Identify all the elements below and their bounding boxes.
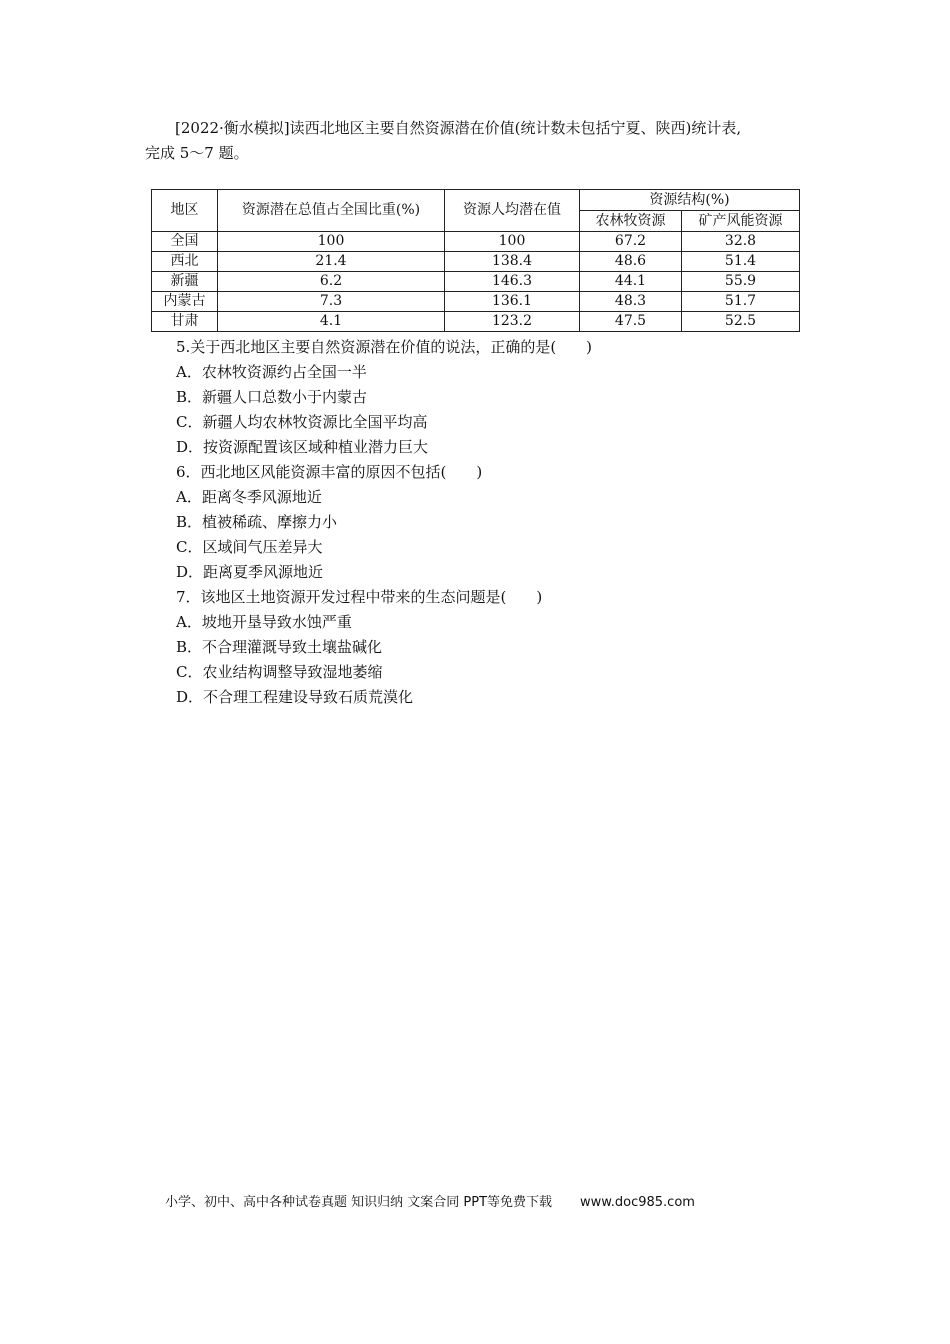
header-structure: 资源结构(%)	[580, 190, 800, 211]
question-5-option-d: D．按资源配置该区域种植业潜力巨大	[176, 438, 429, 456]
cell-mineral: 32.8	[682, 232, 800, 252]
cell-per-capita: 100	[445, 232, 580, 252]
cell-region: 全国	[152, 232, 218, 252]
cell-agri: 48.6	[580, 252, 682, 272]
intro-line-2: 完成 5～7 题。	[145, 144, 249, 162]
question-7-stem: 7．该地区土地资源开发过程中带来的生态问题是( )	[176, 588, 543, 606]
header-region: 地区	[152, 190, 218, 232]
table-row	[152, 292, 800, 312]
cell-share: 4.1	[218, 312, 445, 332]
cell-share: 100	[218, 232, 445, 252]
cell-agri: 67.2	[580, 232, 682, 252]
footer-text: 小学、初中、高中各种试卷真题 知识归纳 文案合同 PPT等免费下载	[165, 1195, 553, 1210]
question-6-option-b: B．植被稀疏、摩擦力小	[176, 513, 338, 531]
cell-region: 新疆	[152, 272, 218, 292]
cell-per-capita: 138.4	[445, 252, 580, 272]
cell-agri: 44.1	[580, 272, 682, 292]
cell-agri: 47.5	[580, 312, 682, 332]
question-list	[176, 335, 816, 710]
question-7-option-d: D．不合理工程建设导致石质荒漠化	[176, 688, 414, 706]
cell-region: 西北	[152, 252, 218, 272]
question-7-option-a: A．坡地开垦导致水蚀严重	[176, 613, 352, 631]
cell-region: 内蒙古	[152, 292, 218, 312]
cell-mineral: 51.4	[682, 252, 800, 272]
table-row	[152, 312, 800, 332]
question-7-option-c: C．农业结构调整导致湿地萎缩	[176, 663, 383, 681]
cell-mineral: 52.5	[682, 312, 800, 332]
cell-per-capita: 136.1	[445, 292, 580, 312]
cell-mineral: 55.9	[682, 272, 800, 292]
resource-table	[151, 189, 800, 332]
header-per-capita: 资源人均潜在值	[445, 190, 580, 232]
cell-share: 7.3	[218, 292, 445, 312]
cell-region: 甘肃	[152, 312, 218, 332]
header-mineral: 矿产风能资源	[682, 211, 800, 232]
cell-per-capita: 123.2	[445, 312, 580, 332]
header-agri: 农林牧资源	[580, 211, 682, 232]
intro-line-1: [2022·衡水模拟]读西北地区主要自然资源潜在价值(统计数未包括宁夏、陕西)统计表,	[175, 119, 742, 137]
table-row	[152, 272, 800, 292]
cell-share: 21.4	[218, 252, 445, 272]
question-5-option-b: B．新疆人口总数小于内蒙古	[176, 388, 368, 406]
cell-per-capita: 146.3	[445, 272, 580, 292]
page-footer	[165, 1191, 805, 1210]
question-6-option-c: C．区域间气压差异大	[176, 538, 323, 556]
question-5-option-c: C．新疆人均农林牧资源比全国平均高	[176, 413, 428, 431]
cell-agri: 48.3	[580, 292, 682, 312]
question-5-option-a: A．农林牧资源约占全国一半	[176, 363, 367, 381]
table-row	[152, 252, 800, 272]
question-7-option-b: B．不合理灌溉导致土壤盐碱化	[176, 638, 383, 656]
footer-site-link[interactable]: www.doc985.com	[580, 1195, 695, 1210]
question-5-stem: 5.关于西北地区主要自然资源潜在价值的说法，正确的是( )	[176, 338, 593, 356]
question-6-option-a: A．距离冬季风源地近	[176, 488, 322, 506]
table-row	[152, 232, 800, 252]
cell-share: 6.2	[218, 272, 445, 292]
question-6-stem: 6．西北地区风能资源丰富的原因不包括( )	[176, 463, 483, 481]
intro-paragraph	[145, 116, 825, 166]
cell-mineral: 51.7	[682, 292, 800, 312]
header-share: 资源潜在总值占全国比重(%)	[218, 190, 445, 232]
question-6-option-d: D．距离夏季风源地近	[176, 563, 324, 581]
